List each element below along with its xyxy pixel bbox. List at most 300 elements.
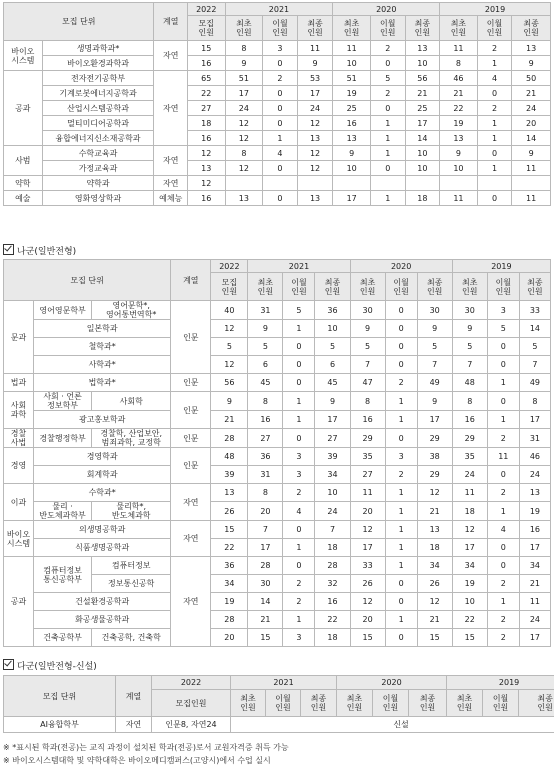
value-cell: 1: [487, 502, 519, 521]
value-cell: 29: [417, 466, 452, 484]
value-cell: [263, 176, 298, 191]
track-cell: 자연: [154, 146, 188, 176]
value-cell: 18: [315, 539, 350, 557]
value-cell: 1: [385, 411, 417, 429]
value-cell: 9: [417, 320, 452, 338]
value-cell: 50: [512, 71, 551, 86]
value-cell: 14: [512, 131, 551, 146]
value-cell: 15: [452, 629, 487, 647]
college-cell: 문과: [4, 301, 34, 374]
value-cell: 0: [283, 429, 315, 448]
value-cell: 8: [519, 392, 550, 411]
year-header: 2022: [187, 3, 225, 16]
value-cell: 19: [519, 502, 550, 521]
value-cell: 36: [211, 557, 248, 575]
value-cell: 18: [452, 502, 487, 521]
value-cell: 3: [283, 466, 315, 484]
major-cell: 가정교육과: [42, 161, 154, 176]
value-cell: 1: [283, 392, 315, 411]
final-header: 최종 인원: [301, 690, 337, 717]
value-cell: 9: [315, 392, 350, 411]
value-cell: 0: [263, 116, 298, 131]
table-dagun: [3, 675, 554, 733]
value-cell: 5: [519, 338, 550, 356]
value-cell: 29: [452, 429, 487, 448]
value-cell: 13: [225, 191, 263, 206]
value-cell: 20: [512, 116, 551, 131]
table-row: [4, 411, 551, 429]
value-cell: 39: [315, 448, 350, 466]
section-title-nagun: 나군(일반전형): [3, 244, 76, 258]
value-cell: 5: [211, 338, 248, 356]
value-cell: 34: [417, 557, 452, 575]
value-cell: 13: [417, 521, 452, 539]
value-cell: 0: [385, 429, 417, 448]
value-cell: 8: [350, 392, 385, 411]
college-cell: 경영: [4, 448, 34, 484]
value-cell: 39: [211, 466, 248, 484]
table-row: [4, 429, 551, 448]
value-cell: [440, 176, 478, 191]
major-cell: 수학교육과: [42, 146, 154, 161]
value-cell: 9: [211, 392, 248, 411]
initial-header: 최초 인원: [337, 690, 373, 717]
value-cell: 11: [512, 161, 551, 176]
table-row: [4, 557, 551, 575]
value-cell: 7: [350, 356, 385, 374]
year-header: 2019: [440, 3, 551, 16]
value-cell: 11: [512, 191, 551, 206]
year-header: 2020: [350, 260, 452, 273]
value-cell: 17: [225, 86, 263, 101]
value-cell: 36: [315, 301, 350, 320]
value-cell: 49: [519, 374, 550, 392]
value-cell: [297, 176, 333, 191]
value-cell: 1: [370, 116, 405, 131]
value-cell: 2: [477, 41, 512, 56]
final-header: 최종 인원: [519, 273, 550, 301]
initial-header: 최초 인원: [225, 16, 263, 41]
value-cell: 14: [519, 320, 550, 338]
shift-header: 이월 인원: [263, 16, 298, 41]
value-cell: 9: [512, 56, 551, 71]
value-cell: 1: [477, 56, 512, 71]
value-cell: 3: [283, 448, 315, 466]
value-cell: 21: [519, 575, 550, 593]
track-header: 계열: [171, 260, 211, 301]
value-cell: 29: [350, 429, 385, 448]
value-cell: 5: [248, 338, 283, 356]
value-cell: 22: [211, 539, 248, 557]
value-cell: 27: [248, 429, 283, 448]
final-header: 최종 인원: [409, 690, 447, 717]
value-cell: 0: [283, 338, 315, 356]
value-cell: 15: [350, 629, 385, 647]
major-cell: 사회학: [92, 392, 171, 411]
value-cell: 17: [315, 411, 350, 429]
value-cell: 17: [350, 539, 385, 557]
value-cell: 34: [452, 557, 487, 575]
value-cell: 0: [477, 86, 512, 101]
major-cell: 바이오환경과학과: [42, 56, 154, 71]
value-cell: 0: [487, 392, 519, 411]
value-cell: 11: [297, 41, 333, 56]
value-cell: 21: [417, 611, 452, 629]
value-cell: 13: [519, 484, 550, 502]
value-cell: 1: [283, 411, 315, 429]
year-header: 2021: [225, 3, 333, 16]
major-cell: 약학과: [42, 176, 154, 191]
year-header: 2022: [152, 676, 231, 690]
value-cell: 5: [315, 338, 350, 356]
value-cell: 4: [487, 521, 519, 539]
value-cell: 27: [315, 429, 350, 448]
value-cell: 0: [385, 301, 417, 320]
value-cell: 3: [283, 629, 315, 647]
value-cell: 2: [487, 429, 519, 448]
value-cell: 46: [440, 71, 478, 86]
table-gagun-body: [4, 41, 551, 206]
final-header: 최종 인원: [417, 273, 452, 301]
value-cell: [477, 176, 512, 191]
value-cell: 17: [519, 629, 550, 647]
table-row: [4, 593, 551, 611]
value-cell: 26: [211, 502, 248, 521]
college-cell: 사범: [4, 146, 43, 176]
department-cell: 영어영문학부: [34, 301, 92, 320]
value-cell: 14: [405, 131, 440, 146]
track-cell: 자연: [116, 717, 152, 733]
value-cell: 0: [283, 557, 315, 575]
value-cell: 0: [385, 575, 417, 593]
value-cell: 1: [487, 593, 519, 611]
shift-header: 이월 인원: [385, 273, 417, 301]
value-cell: 2: [487, 484, 519, 502]
value-cell: 0: [283, 521, 315, 539]
table-row: [4, 116, 551, 131]
final-header: 최종 인원: [519, 690, 554, 717]
value-cell: 24: [225, 101, 263, 116]
major-cell: 영화영상학과: [42, 191, 154, 206]
table-row: [4, 521, 551, 539]
value-cell: 34: [519, 557, 550, 575]
value-cell: 38: [417, 448, 452, 466]
value-cell: 46: [519, 448, 550, 466]
value-cell: 5: [417, 338, 452, 356]
value-cell: 9: [297, 56, 333, 71]
value-cell: 10: [452, 593, 487, 611]
value-cell: 16: [350, 411, 385, 429]
value-cell: 7: [519, 356, 550, 374]
table-row: [4, 56, 551, 71]
value-cell: 15: [211, 521, 248, 539]
major-cell: 물리학*, 반도체과학: [92, 502, 171, 521]
value-cell: 48: [452, 374, 487, 392]
track-cell: 자연: [171, 557, 211, 647]
department-cell: 물리 · 반도체과학부: [34, 502, 92, 521]
value-cell: 27: [350, 466, 385, 484]
major-cell: 화공생물공학과: [34, 611, 171, 629]
initial-header: 최초 인원: [231, 690, 266, 717]
value-cell: 0: [263, 191, 298, 206]
value-cell: 17: [333, 191, 371, 206]
value-cell: 0: [385, 320, 417, 338]
table-row: [4, 356, 551, 374]
value-cell: 18: [417, 539, 452, 557]
table-gagun: [3, 2, 551, 206]
value-cell: 0: [263, 101, 298, 116]
major-cell: 일본학과: [34, 320, 171, 338]
major-cell: 건설환경공학과: [34, 593, 171, 611]
major-cell: 회계학과: [34, 466, 171, 484]
table-row: [4, 717, 554, 733]
value-cell: 51: [225, 71, 263, 86]
value-cell: 1: [487, 411, 519, 429]
value-cell: [370, 176, 405, 191]
value-cell: 17: [452, 539, 487, 557]
value-cell: 47: [350, 374, 385, 392]
value-cell: 9: [350, 320, 385, 338]
value-cell: 28: [211, 429, 248, 448]
value-cell: 2: [283, 593, 315, 611]
value-cell: 45: [315, 374, 350, 392]
value-cell: 8: [452, 392, 487, 411]
value-cell: 0: [370, 161, 405, 176]
value-cell: 5: [350, 338, 385, 356]
major-cell: 광고홍보학과: [34, 411, 171, 429]
value-cell: 0: [385, 593, 417, 611]
value-cell: [512, 176, 551, 191]
major-cell: 영어문학*, 영어통번역학*: [92, 301, 171, 320]
value-cell: 16: [187, 56, 225, 71]
table-row: [4, 374, 551, 392]
value-cell: 19: [333, 86, 371, 101]
value-cell: 49: [417, 374, 452, 392]
table-row: [4, 131, 551, 146]
table-row: [4, 629, 551, 647]
value-cell: 2: [370, 41, 405, 56]
initial-header: 최초 인원: [350, 273, 385, 301]
value-cell: 1: [385, 557, 417, 575]
value-cell: 1: [283, 611, 315, 629]
table-row: [4, 611, 551, 629]
value-cell: 8: [248, 484, 283, 502]
value-cell: 12: [417, 593, 452, 611]
value-cell: 2: [370, 86, 405, 101]
value-cell: 7: [417, 356, 452, 374]
value-cell: 0: [477, 146, 512, 161]
table-row: [4, 101, 551, 116]
college-cell: 바이오 시스템: [4, 41, 43, 71]
value-cell: 5: [487, 320, 519, 338]
value-cell: 0: [370, 56, 405, 71]
value-cell: 1: [487, 374, 519, 392]
value-cell: 30: [417, 301, 452, 320]
major-cell: 식품생명공학과: [34, 539, 171, 557]
quota-cell: 인문8, 자연24: [152, 717, 231, 733]
value-cell: 0: [487, 338, 519, 356]
table-row: [4, 484, 551, 502]
value-cell: 13: [440, 131, 478, 146]
quota-header: 모집인원: [152, 690, 231, 717]
value-cell: 24: [519, 466, 550, 484]
value-cell: 18: [405, 191, 440, 206]
value-cell: 11: [440, 191, 478, 206]
value-cell: 5: [452, 338, 487, 356]
value-cell: 9: [512, 146, 551, 161]
department-cell: 사회 · 언론 정보학부: [34, 392, 92, 411]
value-cell: 19: [211, 593, 248, 611]
track-cell: 예체능: [154, 191, 188, 206]
value-cell: 10: [405, 56, 440, 71]
value-cell: 0: [487, 557, 519, 575]
value-cell: 24: [512, 101, 551, 116]
value-cell: 12: [417, 484, 452, 502]
value-cell: 18: [187, 116, 225, 131]
value-cell: 10: [440, 161, 478, 176]
value-cell: 3: [263, 41, 298, 56]
value-cell: 12: [211, 356, 248, 374]
value-cell: 1: [385, 392, 417, 411]
value-cell: 12: [225, 131, 263, 146]
value-cell: 11: [519, 593, 550, 611]
table-row: [4, 466, 551, 484]
value-cell: 5: [370, 71, 405, 86]
unit-cell: AI융합학부: [4, 717, 116, 733]
value-cell: 0: [263, 86, 298, 101]
department-cell: 경찰행정학부: [34, 429, 92, 448]
value-cell: 17: [519, 411, 550, 429]
table-row: [4, 176, 551, 191]
college-cell: 경찰 사법: [4, 429, 34, 448]
college-cell: 약학: [4, 176, 43, 191]
shift-header: 이월 인원: [370, 16, 405, 41]
value-cell: 3: [385, 448, 417, 466]
value-cell: 2: [487, 575, 519, 593]
value-cell: 16: [333, 116, 371, 131]
value-cell: 19: [452, 575, 487, 593]
value-cell: 28: [315, 557, 350, 575]
initial-header: 최초 인원: [452, 273, 487, 301]
value-cell: 28: [211, 611, 248, 629]
value-cell: 15: [417, 629, 452, 647]
shift-header: 이월 인원: [373, 690, 409, 717]
value-cell: 8: [440, 56, 478, 71]
value-cell: 25: [405, 101, 440, 116]
value-cell: 12: [211, 320, 248, 338]
college-cell: 공과: [4, 71, 43, 146]
department-cell: 컴퓨터정보 통신공학부: [34, 557, 92, 593]
department-cell: 건축공학부: [34, 629, 92, 647]
value-cell: 3: [487, 301, 519, 320]
value-cell: 13: [333, 131, 371, 146]
value-cell: 0: [487, 356, 519, 374]
value-cell: 1: [283, 320, 315, 338]
value-cell: 13: [211, 484, 248, 502]
value-cell: 10: [405, 146, 440, 161]
value-cell: 20: [350, 611, 385, 629]
quota-header: 모집 인원: [211, 273, 248, 301]
track-cell: 자연: [154, 41, 188, 71]
college-cell: 공과: [4, 557, 34, 647]
value-cell: 1: [263, 131, 298, 146]
value-cell: 51: [333, 71, 371, 86]
value-cell: 15: [248, 629, 283, 647]
value-cell: 2: [385, 374, 417, 392]
value-cell: 14: [248, 593, 283, 611]
table-row: [4, 191, 551, 206]
track-cell: 인문: [171, 448, 211, 484]
value-cell: 40: [211, 301, 248, 320]
value-cell: 1: [385, 502, 417, 521]
value-cell: 0: [487, 466, 519, 484]
value-cell: 21: [440, 86, 478, 101]
value-cell: 32: [315, 575, 350, 593]
value-cell: 18: [315, 629, 350, 647]
value-cell: 9: [452, 320, 487, 338]
value-cell: 2: [477, 101, 512, 116]
major-cell: 철학과*: [34, 338, 171, 356]
value-cell: 21: [405, 86, 440, 101]
shift-header: 이월 인원: [487, 273, 519, 301]
value-cell: 17: [417, 411, 452, 429]
major-cell: 정보통신공학: [92, 575, 171, 593]
checkbox-icon: [3, 659, 14, 670]
value-cell: 13: [187, 161, 225, 176]
value-cell: 24: [519, 611, 550, 629]
value-cell: 26: [350, 575, 385, 593]
value-cell: 2: [283, 484, 315, 502]
value-cell: 21: [417, 502, 452, 521]
major-cell: 멀티미디어공학과: [42, 116, 154, 131]
value-cell: 56: [405, 71, 440, 86]
major-cell: 전자전기공학부: [42, 71, 154, 86]
value-cell: 65: [187, 71, 225, 86]
value-cell: 22: [315, 611, 350, 629]
value-cell: 10: [315, 484, 350, 502]
track-cell: 자연: [154, 176, 188, 191]
value-cell: 12: [225, 161, 263, 176]
major-cell: 법학과*: [34, 374, 171, 392]
major-cell: 산업시스템공학과: [42, 101, 154, 116]
value-cell: 31: [248, 301, 283, 320]
value-cell: 53: [297, 71, 333, 86]
value-cell: 1: [370, 146, 405, 161]
value-cell: 1: [477, 131, 512, 146]
value-cell: 20: [248, 502, 283, 521]
value-cell: 21: [211, 411, 248, 429]
value-cell: 33: [519, 301, 550, 320]
college-cell: 이과: [4, 484, 34, 521]
value-cell: 13: [512, 41, 551, 56]
table-row: [4, 301, 551, 320]
final-header: 최종 인원: [315, 273, 350, 301]
major-cell: 의생명공학과: [34, 521, 171, 539]
table-row: [4, 71, 551, 86]
table-row: [4, 146, 551, 161]
value-cell: 16: [187, 191, 225, 206]
value-cell: 11: [440, 41, 478, 56]
value-cell: 1: [283, 539, 315, 557]
value-cell: 12: [350, 593, 385, 611]
table-row: [4, 539, 551, 557]
track-cell: 인문: [171, 301, 211, 374]
track-cell: 자연: [171, 484, 211, 521]
table-row: [4, 338, 551, 356]
value-cell: 7: [248, 521, 283, 539]
track-header: 계열: [116, 676, 152, 717]
value-cell: 2: [385, 466, 417, 484]
